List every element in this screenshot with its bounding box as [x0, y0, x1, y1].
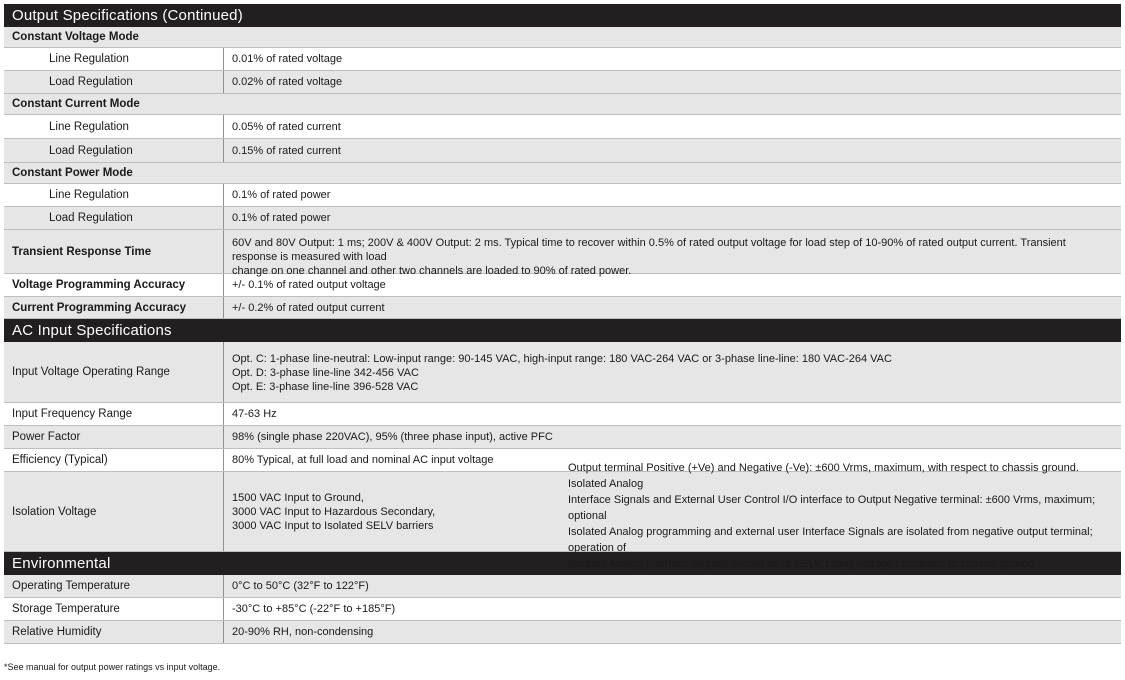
row-cv-line-regulation: [4, 48, 1121, 71]
row-value: 0.01% of rated voltage: [232, 53, 343, 65]
row-label: Load Regulation: [4, 207, 224, 229]
row-label: Load Regulation: [4, 71, 224, 93]
row-voltage-programming-accuracy: [4, 274, 1121, 297]
value-line: Isolated Analog programming and external user Interface Signals are isolated from negative output terminal; operation of: [568, 525, 1093, 554]
row-value: 0.1% of rated power: [232, 212, 331, 224]
row-value: 0.15% of rated current: [232, 144, 341, 157]
value-line: 60V and 80V Output: 1 ms; 200V & 400V Output: 2 ms. Typical time to recover within 0.5% of rated output voltage for load step of 10-90% of rated output current. Transient response is measured with load: [232, 237, 1066, 263]
row-label: Operating Temperature: [4, 575, 224, 597]
row-label: Input Voltage Operating Range: [4, 342, 224, 402]
section-header-ac-input: AC Input Specifications: [4, 319, 1121, 342]
value-line: Interface Signals and External User Control I/O interface to Output Negative terminal: ±600 Vrms, maximum; optional: [568, 493, 1096, 522]
value-line: Opt. D: 3-phase line-line 342-456 VAC: [232, 367, 419, 379]
row-label: Power Factor: [4, 426, 224, 448]
value-line: Output terminal Positive (+Ve) and Negative (-Ve): ±600 Vrms, maximum, with respect to chassis ground. Isolated Analog: [568, 461, 1079, 490]
row-transient-response: [4, 230, 1121, 277]
row-value: 0.05% of rated current: [232, 120, 341, 133]
subheader-constant-current: Constant Current Mode: [4, 94, 1121, 115]
row-value: [224, 342, 1121, 402]
isolation-right-text: [568, 460, 1113, 572]
row-label: Load Regulation: [4, 139, 224, 162]
row-value: 0°C to 50°C (32°F to 122°F): [232, 580, 369, 592]
spec-table: [4, 4, 1121, 644]
row-value: 47-63 Hz: [232, 408, 277, 420]
value-line: 3000 VAC Input to Isolated SELV barriers: [232, 519, 434, 532]
row-label: Isolation Voltage: [4, 472, 224, 551]
row-value: +/- 0.2% of rated output current: [232, 301, 385, 314]
value-line: change on one channel and other two channels are loaded to 90% of rated power.: [232, 265, 632, 277]
section-header-output: Output Specifications (Continued): [4, 4, 1121, 27]
row-storage-temperature: [4, 598, 1121, 621]
row-value: -30°C to +85°C (-22°F to +185°F): [232, 603, 396, 615]
row-cv-load-regulation: [4, 71, 1121, 94]
row-value: 98% (single phase 220VAC), 95% (three phase input), active PFC: [232, 431, 553, 443]
row-label: Input Frequency Range: [4, 403, 224, 425]
row-label: Current Programming Accuracy: [4, 297, 224, 318]
section-header-environmental: Environmental: [4, 552, 1121, 575]
row-label: Voltage Programming Accuracy: [4, 274, 224, 296]
row-operating-temperature: [4, 575, 1121, 598]
row-value: 0.02% of rated voltage: [232, 76, 343, 88]
row-label: Line Regulation: [4, 184, 224, 206]
row-value: +/- 0.1% of rated output voltage: [232, 279, 386, 291]
value-line: Opt. E: 3-phase line-line 396-528 VAC: [232, 381, 419, 393]
row-cc-line-regulation: [4, 115, 1121, 139]
row-label: Transient Response Time: [4, 230, 224, 273]
row-label: Line Regulation: [4, 115, 224, 138]
row-cp-load-regulation: [4, 207, 1121, 230]
row-cc-load-regulation: [4, 139, 1121, 163]
subheader-constant-power: Constant Power Mode: [4, 163, 1121, 184]
row-current-programming-accuracy: [4, 297, 1121, 319]
row-input-frequency-range: [4, 403, 1121, 426]
row-value: [224, 461, 1121, 570]
value-line: Isolated Analog Interface Signals should be at SELV safety voltage conditions to chassis ground.: [568, 557, 1038, 570]
row-relative-humidity: [4, 621, 1121, 644]
row-label: Efficiency (Typical): [4, 449, 224, 471]
row-label: Line Regulation: [4, 48, 224, 70]
isolation-left-text: [232, 491, 562, 533]
row-input-voltage-range: [4, 342, 1121, 403]
row-value: [224, 230, 1121, 277]
row-label: Storage Temperature: [4, 598, 224, 620]
value-line: 1500 VAC Input to Ground,: [232, 491, 364, 504]
row-value: 0.1% of rated power: [232, 189, 331, 201]
value-line: 3000 VAC Input to Hazardous Secondary,: [232, 505, 436, 518]
subheader-constant-voltage: Constant Voltage Mode: [4, 27, 1121, 48]
row-cp-line-regulation: [4, 184, 1121, 207]
row-value: 20-90% RH, non-condensing: [232, 626, 374, 638]
row-value: 80% Typical, at full load and nominal AC input voltage: [232, 454, 494, 466]
footnote: *See manual for output power ratings vs input voltage.: [4, 662, 221, 672]
row-label: Relative Humidity: [4, 621, 224, 643]
row-power-factor: [4, 426, 1121, 449]
value-line: Opt. C: 1-phase line-neutral: Low-input range: 90-145 VAC, high-input range: 180 VAC-264 VAC or 3-phase line-line: 180 VAC-264 VAC: [232, 353, 892, 365]
